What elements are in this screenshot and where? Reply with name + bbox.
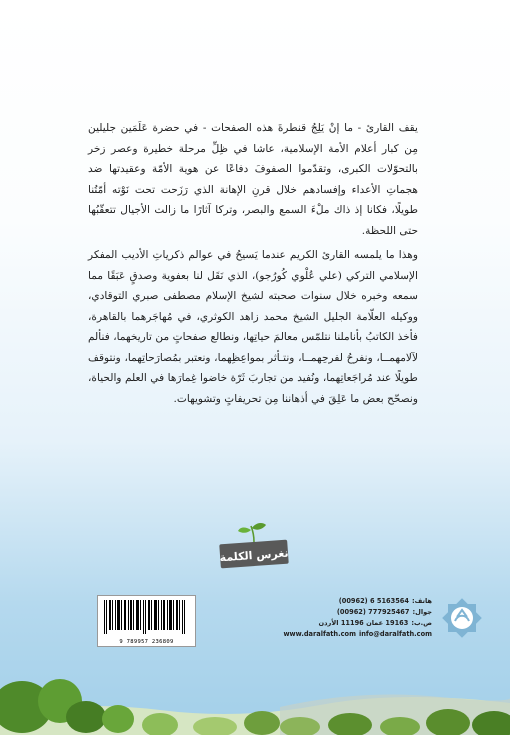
blurb-paragraph-2: وهذا ما يلمسه القارئ الكريم عندما يَسيحُ في عوالم ذكرياتِ الأديب المفكر الإسلامي التركي (علي عُلْوي كُورُجو)، الذي نَقَل لنا بعفوية وصدقٍ عَبَقًا مما سمعه وخبره خلال سنوات صحبته لشيخ الإسلام مصطفى صبري التوقادي، ووكيله العلّامة الجليل الشيخ محمد زاهد الكوثري، في مُهاجَرهما بالقاهرة، فأخذ الكاتبُ بأناملنا نتلمّس معالمَ حياتِها، ونطالع صفحاتٍ من تاريخهما، فنألم لآلامهمــا، ونفرحُ لفرحِهمــا، ونتـأثر بمواعِظِهما، ونعتبر بمُصارَحاتِهما، ونتوقف طويلًا عند مُراجَعاتِهما، ونُفيد من تجاربَ ثَرّة خاضوا غِمارَها في العلم والحياة، ونصحّح بعض ما عَلِقَ في أذهاننا مِن تحريفاتٍ وتشويهات.	[88, 249, 418, 405]
isbn-barcode	[97, 595, 196, 647]
isbn-number: 9 789957 236809	[119, 639, 174, 645]
mobile-value: (00962) 777925467	[336, 608, 410, 616]
blurb-paragraph-1: يقف القارئ - ما إنْ يَلِجُ قنطرةَ هذه الصفحات - في حضرة عَلَمَين جليلين مِن كبار أعلام الأمة الإسلامية، عاشا في ظِلِّ مرحلة خطيرة وعصر زخر بالتحوّلات الكبرى، وتقدّموا الصفوفَ دفاعًا عن هوية الأمّة وعقيدتها ضد هجماتِ الأعداء وإفسادهم خلال قرنِ الإهانة الذي رَزَحت تحت نَوْته أمّتُنا طويلًا، فكانا إذ ذاك ملْءَ السمع والبصر، وتركا آثارًا ما زالت الأجيال تتعقّبُها حتى اللحظة.	[88, 122, 418, 237]
sprout-icon	[214, 522, 294, 572]
phone-value: (00962) 6 5163564	[338, 597, 409, 605]
phone-label: هاتف:	[411, 597, 432, 605]
contact-web-row	[283, 629, 432, 640]
contact-mobile-row	[292, 607, 432, 618]
back-cover-blurb	[88, 118, 418, 413]
series-logo	[214, 522, 294, 572]
publisher-emblem-icon	[438, 594, 486, 642]
barcode-bars	[98, 596, 195, 637]
website-link[interactable]: www.daralfath.com	[283, 630, 356, 638]
pobox-value: 19163 عمان 11196 الأردن	[318, 619, 409, 627]
landscape-illustration	[0, 665, 510, 735]
series-logo-text: نغرس الكلمة	[219, 546, 289, 565]
contact-phone-row	[292, 596, 432, 607]
trees-landscape	[0, 665, 510, 735]
email-link[interactable]: info@daralfath.com	[358, 630, 432, 638]
publisher-logo	[438, 594, 486, 642]
pobox-label: ص.ب:	[411, 619, 432, 627]
contact-pobox-row	[292, 618, 432, 629]
mobile-label: جوال:	[412, 608, 432, 616]
publisher-contact	[283, 596, 432, 640]
